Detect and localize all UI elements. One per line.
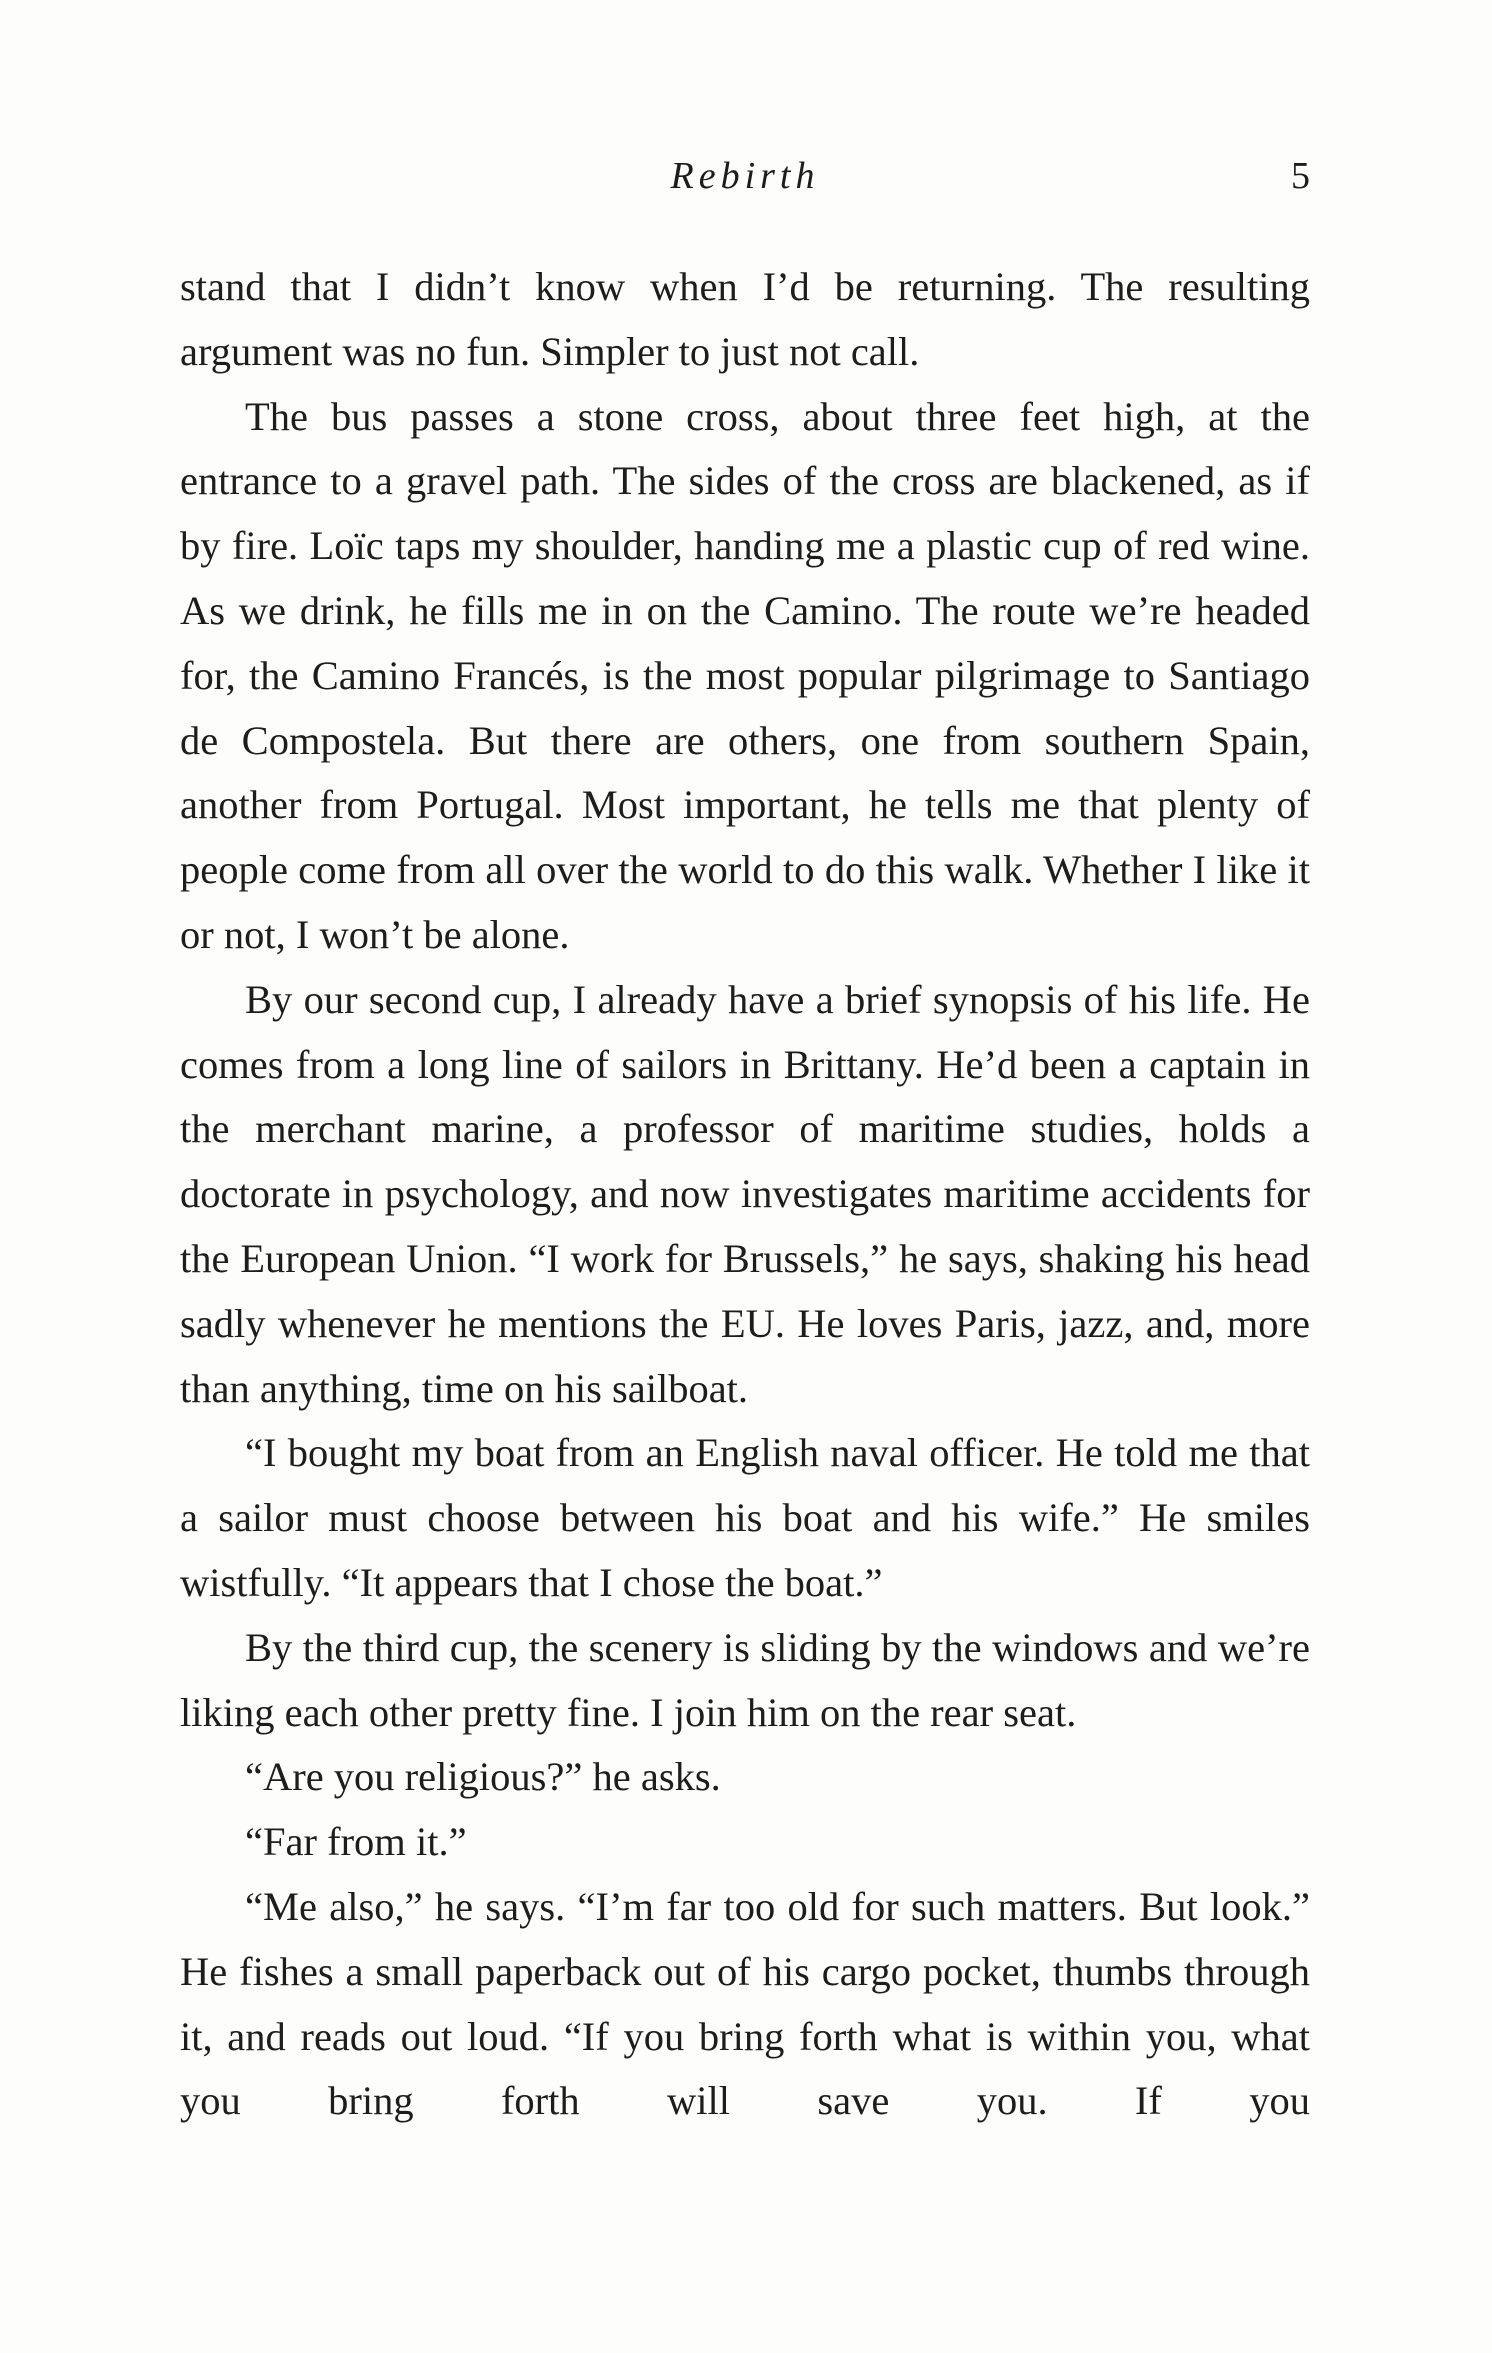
paragraph-me-also: “Me also,” he says. “I’m far too old for such matters. But look.” He fishes a small paperback out of his cargo pocket, thumbs through it, and reads out loud. “If you bring forth what is within you, what you bring forth will save you. If you — [180, 1883, 1310, 2124]
paragraph-religious-question: “Are you religious?” he asks. — [245, 1754, 721, 1800]
running-head — [180, 148, 1310, 204]
running-title: Rebirth — [670, 155, 820, 197]
page-number: 5 — [1291, 155, 1310, 197]
paragraph-far-from-it: “Far from it.” — [245, 1819, 467, 1865]
paragraph-second-cup: By our second cup, I already have a brief synopsis of his life. He comes from a long line of sailors in Brittany. He’d been a captain in the merchant marine, a professor of maritime studies, holds a doctorate in psychology, and now investigates maritime accidents for the European Union. “I work for Brussels,” he says, shaking his head sadly whenever he mentions the EU. He loves Paris, jazz, and, more than anything, time on his sailboat. — [180, 976, 1310, 1411]
paragraph-third-cup: By the third cup, the scenery is sliding by the windows and we’re liking each other pretty fine. I join him on the rear seat. — [180, 1624, 1310, 1735]
body-text — [180, 255, 1310, 2134]
paragraph-continued: stand that I didn’t know when I’d be returning. The resulting argument was no fun. Simpler to just not call. — [180, 264, 1310, 374]
paragraph-stone-cross: The bus passes a stone cross, about three feet high, at the entrance to a gravel path. The sides of the cross are blackened, as if by fire. Loïc taps my shoulder, handing me a plastic cup of red wine. As we drink, he fills me in on the Camino. The route we’re headed for, the Camino Francés, is the most popular pilgrimage to Santiago de Compostela. But there are others, one from southern Spain, another from Portugal. Most important, he tells me that plenty of people come from all over the world to do this walk. Whether I like it or not, I won’t be alone. — [180, 393, 1310, 957]
paragraph-boat: “I bought my boat from an English naval officer. He told me that a sailor must choose between his boat and his wife.” He smiles wistfully. “It appears that I chose the boat.” — [180, 1430, 1310, 1605]
